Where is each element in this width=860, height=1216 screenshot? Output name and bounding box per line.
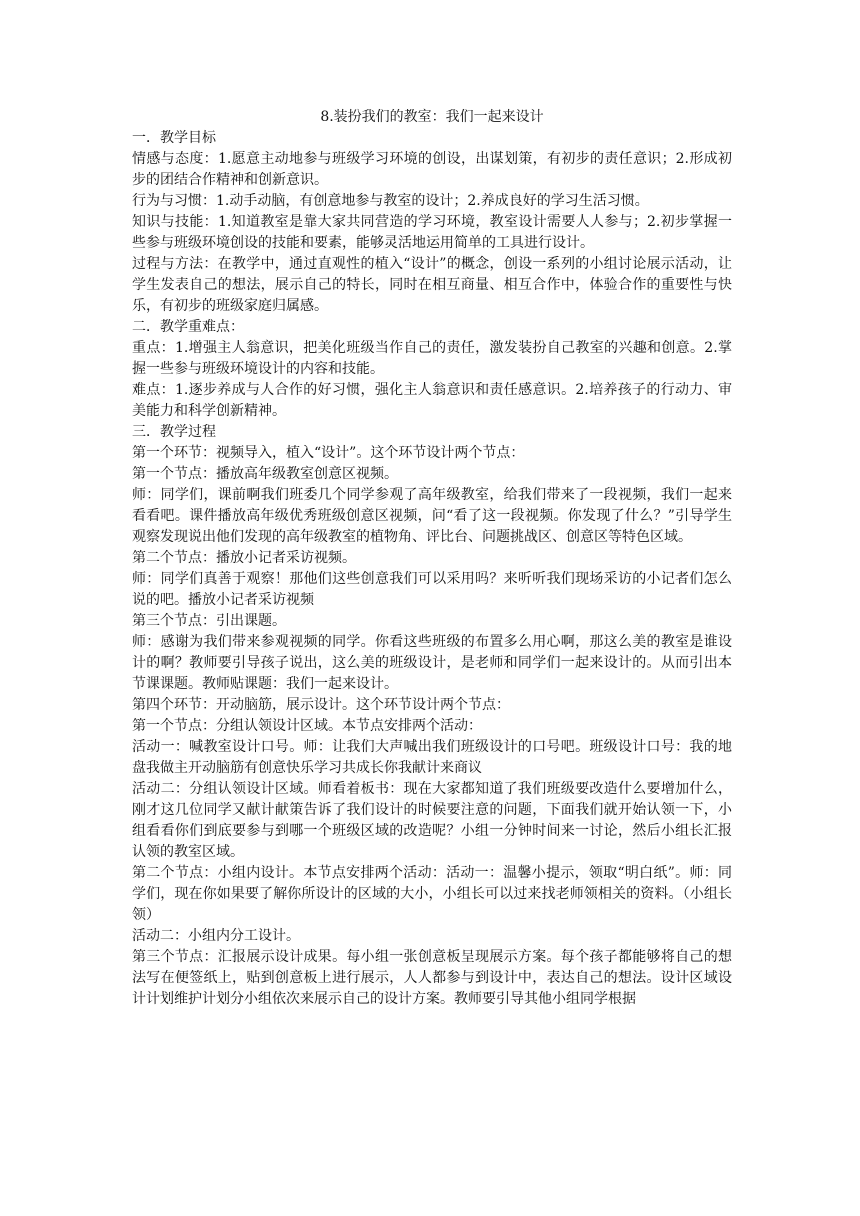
paragraph-behavior: 行为与习惯：1.动手动脑，有创意地参与教室的设计；2.养成良好的学习生活习惯。 — [132, 193, 649, 209]
paragraph-knowledge: 知识与技能：1.知道教室是靠大家共同营造的学习环境，教室设计需要人人参与；2.初步掌握一些参与班级环境创设的技能和要素，能够灵活地运用简单的工具进行设计。 — [132, 214, 732, 251]
paragraph-activity-2b: 活动二：小组内分工设计。 — [132, 928, 300, 944]
paragraph-node-2: 第二个节点：播放小记者采访视频。 — [132, 550, 356, 566]
paragraph-teacher-2: 师：同学们真善于观察！那他们这些创意我们可以采用吗？来听听我们现场采访的小记者们怎么说的吧。播放小记者采访视频 — [132, 571, 732, 608]
paragraph-node-3: 第三个节点：引出课题。 — [132, 613, 286, 629]
paragraph-node-4-3: 第三个节点：汇报展示设计成果。每小组一张创意板呈现展示方案。每个孩子都能够将自己的想法写在便签纸上，贴到创意板上进行展示，人人都参与到设计中，表达自己的想法。设计区域设计计划维护计划分小组依次来展示自己的设计方案。教师要引导其他小组同学根据 — [132, 949, 732, 1007]
paragraph-stage-1: 第一个环节：视频导入，植入“设计”。这个环节设计两个节点： — [132, 445, 525, 461]
paragraph-stage-4: 第四个环节：开动脑筋，展示设计。这个环节设计两个节点： — [132, 697, 510, 713]
paragraph-teacher-3: 师：感谢为我们带来参观视频的同学。你看这些班级的布置多么用心啊，那这么美的教室是谁设计的啊？教师要引导孩子说出，这么美的班级设计，是老师和同学们一起来设计的。从而引出本节课课题。教师贴课题：我们一起来设计。 — [132, 634, 732, 692]
paragraph-process: 过程与方法：在教学中，通过直观性的植入“设计”的概念，创设一系列的小组讨论展示活动，让学生发表自己的想法，展示自己的特长，同时在相互商量、相互合作中，体验合作的重要性与快乐，有初步的班级家庭归属感。 — [132, 256, 732, 314]
section-heading-objectives: 一．教学目标 — [132, 130, 216, 146]
section-heading-process: 三．教学过程 — [132, 424, 216, 440]
paragraph-attitude: 情感与态度：1.愿意主动地参与班级学习环境的创设，出谋划策，有初步的责任意识；2.形成初步的团结合作精神和创新意识。 — [132, 151, 732, 188]
paragraph-activity-2: 活动二：分组认领设计区域。师看着板书：现在大家都知道了我们班级要改造什么要增加什么，刚才这几位同学又献计献策告诉了我们设计的时候要注意的问题，下面我们就开始认领一下，小组看看你们到底要参与到哪一个班级区域的改造呢？小组一分钟时间来一讨论，然后小组长汇报认领的教室区域。 — [132, 781, 732, 860]
paragraph-keypoint: 重点：1.增强主人翁意识，把美化班级当作自己的责任，激发装扮自己教室的兴趣和创意。2.掌握一些参与班级环境设计的内容和技能。 — [132, 340, 732, 377]
paragraph-teacher-1: 师：同学们，课前啊我们班委几个同学参观了高年级教室，给我们带来了一段视频，我们一起来看看吧。课件播放高年级优秀班级创意区视频，问“看了这一段视频。你发现了什么？”引导学生观察发现说出他们发现的高年级教室的植物角、评比台、问题挑战区、创意区等特色区域。 — [132, 487, 732, 545]
document-title: 8.装扮我们的教室：我们一起来设计 — [320, 109, 544, 125]
paragraph-node-4-1: 第一个节点：分组认领设计区域。本节点安排两个活动： — [132, 718, 482, 734]
paragraph-node-1: 第一个节点：播放高年级教室创意区视频。 — [132, 466, 398, 482]
section-heading-keypoints: 二．教学重难点： — [132, 319, 244, 335]
paragraph-activity-1: 活动一：喊教室设计口号。师：让我们大声喊出我们班级设计的口号吧。班级设计口号：我的地盘我做主开动脑筋有创意快乐学习共成长你我献计来商议 — [132, 739, 732, 776]
paragraph-difficulty: 难点：1.逐步养成与人合作的好习惯，强化主人翁意识和责任感意识。2.培养孩子的行动力、审美能力和科学创新精神。 — [132, 382, 732, 419]
document-body — [132, 128, 732, 1010]
document-page — [132, 107, 732, 1010]
paragraph-node-4-2: 第二个节点：小组内设计。本节点安排两个活动：活动一：温馨小提示，领取“明白纸”。师：同学们，现在你如果要了解你所设计的区域的大小，小组长可以过来找老师领相关的资料。（小组长领） — [132, 865, 732, 923]
